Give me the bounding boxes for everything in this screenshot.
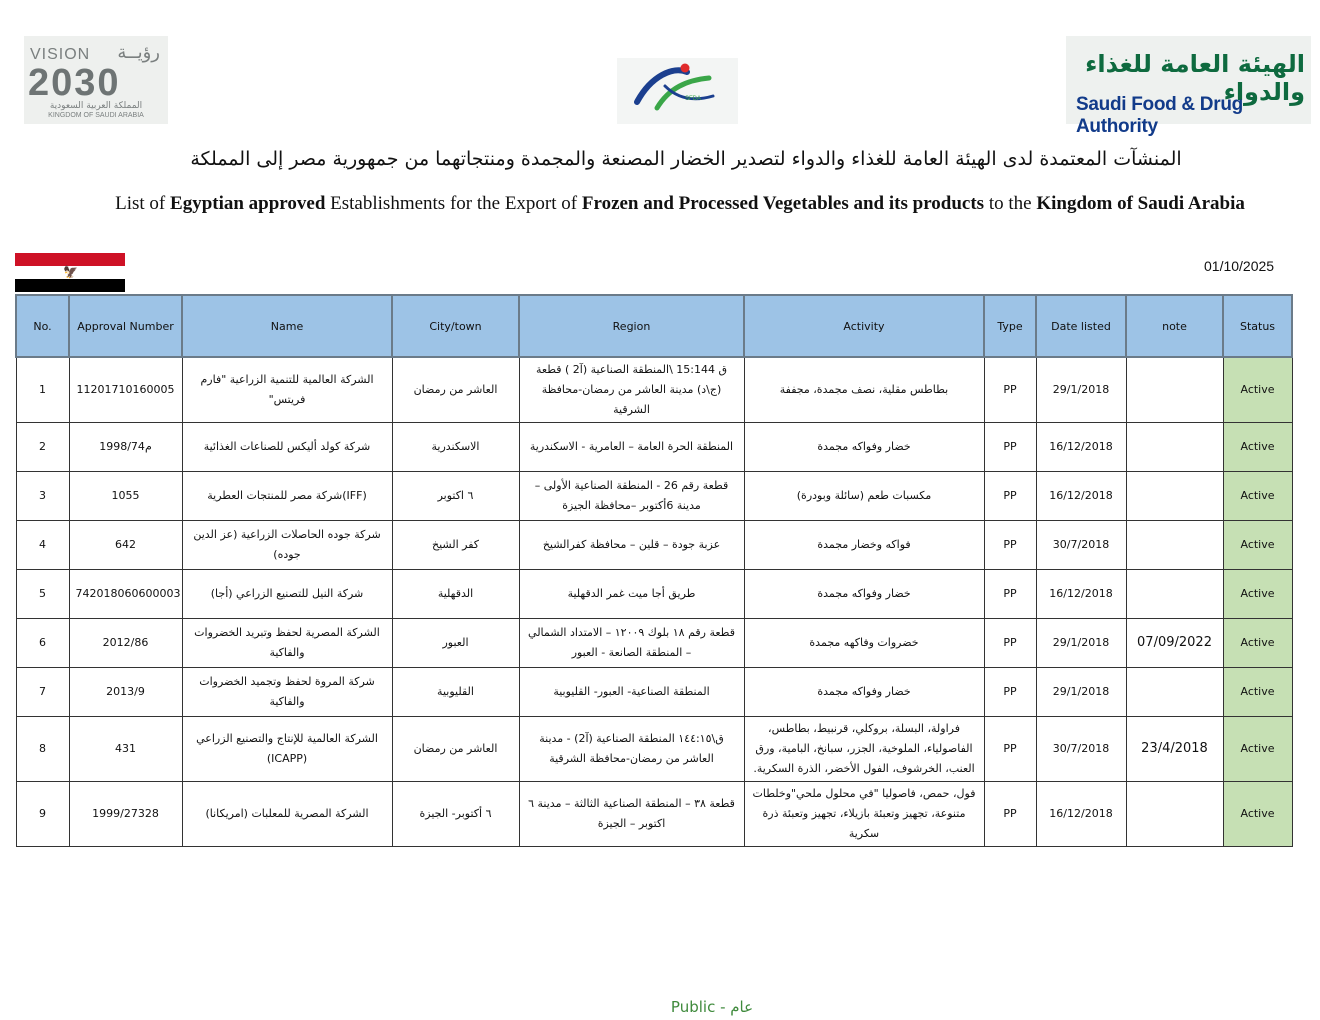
cell-no: 4 [16, 521, 69, 570]
table-row [16, 423, 1292, 472]
cell-activity: فراولة، البسلة، بروكلي، قرنبيط، بطاطس، الفاصولياء، الملوخية، الجزر، سبانخ، البامية، ورق العنب، الخرشوف، الفول الأخضر، الذرة السكرية. [744, 717, 984, 782]
cell-note: 23/4/2018 [1126, 717, 1223, 782]
cell-region: طريق أجا ميت غمر الدقهلية [519, 570, 744, 619]
cell-type: PP [984, 521, 1036, 570]
cell-region: عزبة جودة – قلين – محافظة كفرالشيخ [519, 521, 744, 570]
cell-date-listed: 16/12/2018 [1036, 782, 1126, 847]
col-header-activity: Activity [744, 295, 984, 357]
cell-no: 7 [16, 668, 69, 717]
flag-white-band [15, 266, 125, 279]
cell-note [1126, 423, 1223, 472]
cell-note [1126, 668, 1223, 717]
cell-region: ق 15:144 \المنطقة الصناعية (آ2 ) قطعة (ج\د) مدينة العاشر من رمضان-محافظة الشرقية [519, 357, 744, 423]
cell-note [1126, 570, 1223, 619]
cell-status: Active [1223, 619, 1292, 668]
col-header-note: note [1126, 295, 1223, 357]
title-en-part: to the [984, 193, 1037, 214]
title-en-bold: Egyptian approved [170, 193, 326, 214]
cell-status: Active [1223, 521, 1292, 570]
table-row [16, 717, 1292, 782]
cell-type: PP [984, 570, 1036, 619]
cell-name: شركة كولد أليكس للصناعات الغذائية [182, 423, 392, 472]
cell-type: PP [984, 782, 1036, 847]
cell-activity: فول، حمص، فاصوليا "في محلول ملحي"وخلطات متنوعة، تجهيز وتعبئة بازيلاء، تجهيز وتعبئة ذرة سكرية [744, 782, 984, 847]
cell-no: 6 [16, 619, 69, 668]
cell-city: كفر الشيخ [392, 521, 519, 570]
cell-approval-number: 1998/74م [69, 423, 182, 472]
cell-region: قطعة رقم 26 - المنطقة الصناعية الأولى – مدينة 6أكتوبر –محافظة الجيزة [519, 472, 744, 521]
table-row [16, 472, 1292, 521]
cell-note [1126, 782, 1223, 847]
cell-no: 8 [16, 717, 69, 782]
sfda-mark-text: SFDA [685, 96, 702, 102]
col-header-name: Name [182, 295, 392, 357]
title-en-bold: Kingdom of Saudi Arabia [1036, 193, 1245, 214]
cell-activity: خضار وفواكه مجمدة [744, 570, 984, 619]
table-row [16, 782, 1292, 847]
cell-city: الدقهلية [392, 570, 519, 619]
cell-name: شركة جوده الحاصلات الزراعية (عز الدين جوده) [182, 521, 392, 570]
cell-region: المنطقة الحرة العامة – العامرية - الاسكندرية [519, 423, 744, 472]
cell-no: 2 [16, 423, 69, 472]
cell-type: PP [984, 357, 1036, 423]
vision-arabic-word: رؤيــة [117, 42, 160, 63]
cell-name: شركة النيل للتصنيع الزراعي (أجا) [182, 570, 392, 619]
cell-region: قطعة رقم ١٨ بلوك ١٢٠٠٩ – الامتداد الشمالي – المنطقة الصانعة - العبور [519, 619, 744, 668]
cell-activity: خضار وفواكه مجمدة [744, 668, 984, 717]
col-header-region: Region [519, 295, 744, 357]
cell-date-listed: 30/7/2018 [1036, 521, 1126, 570]
cell-city: ٦ اكتوبر [392, 472, 519, 521]
cell-date-listed: 29/1/2018 [1036, 619, 1126, 668]
cell-approval-number: 2012/86 [69, 619, 182, 668]
cell-note: 07/09/2022 [1126, 619, 1223, 668]
cell-activity: مكسبات طعم (سائلة وبودرة) [744, 472, 984, 521]
col-header-status: Status [1223, 295, 1292, 357]
cell-name: (IFF)شركة مصر للمنتجات العطرية [182, 472, 392, 521]
cell-type: PP [984, 423, 1036, 472]
classification-footer: Public - عام [670, 998, 754, 1016]
vision-2030-logo [24, 36, 168, 124]
cell-name: الشركة المصرية للمعلبات (امريكانا) [182, 782, 392, 847]
flag-black-band [15, 279, 125, 292]
cell-region: ق\١٤٤:١٥ المنطقة الصناعية (آ2) - مدينة العاشر من رمضان-محافظة الشرقية [519, 717, 744, 782]
list-date: 01/10/2025 [1204, 258, 1275, 274]
cell-name: الشركة العالمية للتنمية الزراعية "فارم فريتس" [182, 357, 392, 423]
cell-activity: فواكه وخضار مجمدة [744, 521, 984, 570]
title-en-part: Establishments for the Export of [325, 193, 582, 214]
cell-name: الشركة المصرية لحفظ وتبريد الخضروات والفاكية [182, 619, 392, 668]
col-header-approval-number: Approval Number [69, 295, 182, 357]
cell-approval-number: 642 [69, 521, 182, 570]
eagle-icon: 🦅 [63, 265, 78, 279]
cell-status: Active [1223, 423, 1292, 472]
title-en-bold: Frozen and Processed Vegetables and its products [581, 193, 985, 214]
table-row [16, 521, 1292, 570]
cell-no: 9 [16, 782, 69, 847]
cell-approval-number: 1055 [69, 472, 182, 521]
cell-approval-number: 1999/27328 [69, 782, 182, 847]
cell-no: 5 [16, 570, 69, 619]
col-header-city: City/town [392, 295, 519, 357]
col-header-no: No. [16, 295, 69, 357]
cell-note [1126, 521, 1223, 570]
cell-type: PP [984, 717, 1036, 782]
cell-activity: خضار وفواكه مجمدة [744, 423, 984, 472]
cell-type: PP [984, 472, 1036, 521]
cell-approval-number: 742018060600003 [69, 570, 182, 619]
cell-status: Active [1223, 668, 1292, 717]
sfda-english-name: Saudi Food & Drug Authority [1076, 94, 1243, 137]
page-title-english [0, 193, 1320, 215]
table-row [16, 570, 1292, 619]
col-header-date-listed: Date listed [1036, 295, 1126, 357]
egypt-flag [15, 253, 125, 292]
cell-no: 3 [16, 472, 69, 521]
cell-date-listed: 16/12/2018 [1036, 423, 1126, 472]
title-en-part: List of [115, 193, 171, 214]
sfda-emblem-logo [617, 58, 738, 124]
cell-status: Active [1223, 357, 1292, 423]
cell-city: العاشر من رمضان [392, 357, 519, 423]
cell-region: المنطقة الصناعية- العبور- القليوبية [519, 668, 744, 717]
sfda-logo [1066, 36, 1311, 137]
cell-status: Active [1223, 472, 1292, 521]
cell-note [1126, 472, 1223, 521]
vision-kingdom-english: KINGDOM OF SAUDI ARABIA [48, 112, 144, 119]
cell-name: شركة المروة لحفظ وتجميد الخضروات والفاكية [182, 668, 392, 717]
table-header-row [16, 295, 1292, 357]
cell-date-listed: 16/12/2018 [1036, 472, 1126, 521]
cell-city: العبور [392, 619, 519, 668]
cell-type: PP [984, 668, 1036, 717]
page-title-arabic: المنشآت المعتمدة لدى الهيئة العامة للغذاء والدواء لتصدير الخضار المصنعة والمجمدة ومنتجاتهما من جمهورية مصر إلى المملكة [190, 148, 1182, 170]
cell-type: PP [984, 619, 1036, 668]
vision-year: 2030 [28, 62, 121, 104]
table-row [16, 357, 1292, 423]
cell-date-listed: 30/7/2018 [1036, 717, 1126, 782]
cell-approval-number: 2013/9 [69, 668, 182, 717]
cell-note [1126, 357, 1223, 423]
vision-kingdom-arabic: المملكة العربية السعودية [49, 101, 143, 111]
cell-activity: بطاطس مقلية، نصف مجمدة، مجففة [744, 357, 984, 423]
cell-city: القليوبية [392, 668, 519, 717]
cell-city: العاشر من رمضان [392, 717, 519, 782]
sfda-emblem-graphic [617, 58, 738, 124]
cell-name: الشركة العالمية للإنتاج والتصنيع الزراعي (ICAPP) [182, 717, 392, 782]
cell-city: الاسكندرية [392, 423, 519, 472]
establishments-table [15, 294, 1293, 847]
cell-date-listed: 29/1/2018 [1036, 357, 1126, 423]
col-header-type: Type [984, 295, 1036, 357]
cell-status: Active [1223, 717, 1292, 782]
cell-no: 1 [16, 357, 69, 423]
cell-approval-number: 431 [69, 717, 182, 782]
cell-date-listed: 29/1/2018 [1036, 668, 1126, 717]
cell-city: ٦ أكتوبر- الجيزة [392, 782, 519, 847]
cell-status: Active [1223, 570, 1292, 619]
cell-approval-number: 11201710160005 [69, 357, 182, 423]
cell-date-listed: 16/12/2018 [1036, 570, 1126, 619]
cell-region: قطعة ٣٨ – المنطقة الصناعية الثالثة – مدينة ٦ اكتوبر – الجيزة [519, 782, 744, 847]
table-row [16, 619, 1292, 668]
cell-activity: خضروات وفاكهه مجمدة [744, 619, 984, 668]
table-row [16, 668, 1292, 717]
vision-word: VISION [30, 46, 91, 63]
sfda-arabic-name: الهيئة العامة للغذاء والدواء [1085, 50, 1305, 106]
cell-status: Active [1223, 782, 1292, 847]
